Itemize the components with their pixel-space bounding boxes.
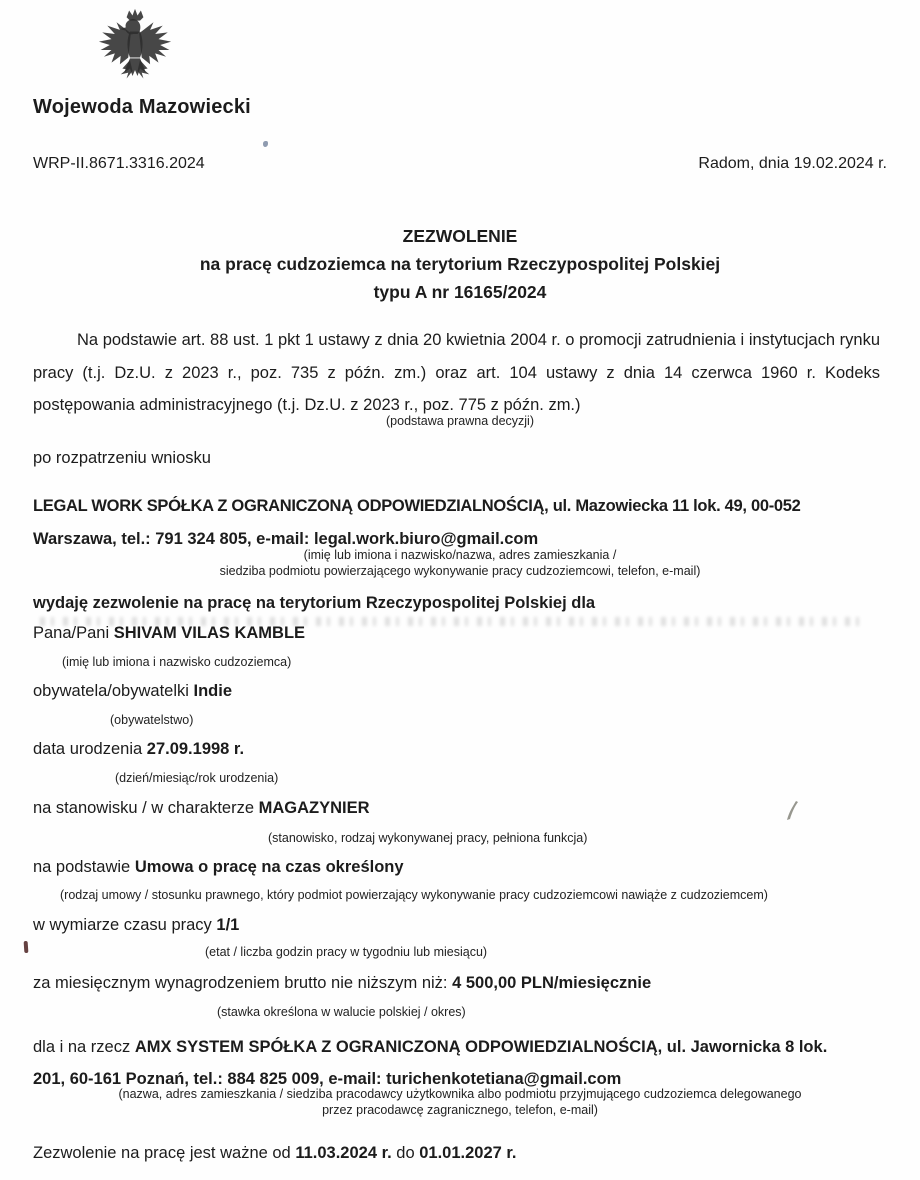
citizenship-label: obywatela/obywatelki xyxy=(33,682,189,700)
validity-prefix: Zezwolenie na pracę jest ważne od xyxy=(33,1144,291,1162)
pen-smudge-artifact xyxy=(784,800,800,822)
validity-connector: do xyxy=(396,1144,415,1162)
worker-name-caption: (imię lub imiona i nazwisko cudzoziemca) xyxy=(62,655,292,669)
working-time-line xyxy=(33,916,239,935)
legal-basis-caption: (podstawa prawna decyzji) xyxy=(386,414,534,428)
reference-row xyxy=(33,155,887,173)
legal-basis-paragraph: Na podstawie art. 88 ust. 1 pkt 1 ustawy z dnia 20 kwietnia 2004 r. o promocji zatrudnienia i instytucjach rynku pracy (t.j. Dz.U. z 2023 r., poz. 735 z późn. zm.) oraz art. 104 ustawy z dnia 14 czerwca 1960 r. Kodeks postępowania administracyjnego (t.j. Dz.U. z 2023 r., poz. 775 z późn. zm.) xyxy=(33,331,880,414)
polish-eagle-icon xyxy=(92,8,178,92)
contract-label: na podstawie xyxy=(33,858,131,876)
birth-date-caption: (dzień/miesiąc/rok urodzenia) xyxy=(115,771,279,785)
contract-caption: (rodzaj umowy / stosunku prawnego, który podmiot powierzający wykonywanie pracy cudzoziemcowi nawiąże z cudzoziemcem) xyxy=(60,888,768,902)
stray-ink-artifact xyxy=(24,941,29,953)
position-caption: (stanowisko, rodzaj wykonywanej pracy, pełniona funkcja) xyxy=(268,831,588,845)
title-line-1: ZEZWOLENIE xyxy=(402,226,518,246)
working-time-value: 1/1 xyxy=(216,916,240,934)
title-line-3: typu A nr 16165/2024 xyxy=(373,282,547,302)
validity-line xyxy=(33,1144,517,1163)
citizenship-caption: (obywatelstwo) xyxy=(110,713,194,727)
validity-to-date: 01.01.2027 r. xyxy=(419,1144,517,1162)
after-application-text: po rozpatrzeniu wniosku xyxy=(33,449,211,467)
citizenship-line xyxy=(33,682,232,701)
position-line xyxy=(33,799,370,818)
scan-speck-artifact xyxy=(263,141,268,147)
end-employer-line-2: 201, 60-161 Poznań, tel.: 884 825 009, e-mail: turichenkotetiana@gmail.com xyxy=(33,1070,622,1088)
worker-name-label: Pana/Pani xyxy=(33,624,110,642)
employer-caption-line-2: siedziba podmiotu powierzającego wykonywanie pracy cudzoziemcowi, telefon, e-mail) xyxy=(219,564,701,578)
working-time-caption: (etat / liczba godzin pracy w tygodniu lub miesiącu) xyxy=(205,945,488,959)
end-employer-name: AMX SYSTEM SPÓŁKA Z OGRANICZONĄ ODPOWIEDZIALNOŚCIĄ, ul. Jawornicka 8 lok. xyxy=(134,1038,828,1056)
worker-name-value: SHIVAM VILAS KAMBLE xyxy=(113,624,306,642)
contract-line xyxy=(33,858,404,877)
case-reference-number: WRP-II.8671.3316.2024 xyxy=(33,155,205,172)
salary-line xyxy=(33,974,651,993)
salary-label: za miesięcznym wynagrodzeniem brutto nie niższym niż: xyxy=(33,974,448,992)
end-employer-caption-line-2: przez pracodawcę zagranicznego, telefon, e-mail) xyxy=(322,1103,598,1117)
employer-caption-line-1: (imię lub imiona i nazwisko/nazwa, adres zamieszkania / xyxy=(303,548,617,562)
grant-statement: wydaję zezwolenie na pracę na terytorium Rzeczypospolitej Polskiej dla xyxy=(33,594,596,612)
salary-value: 4 500,00 PLN/miesięcznie xyxy=(452,974,652,992)
worker-name-line xyxy=(33,624,305,643)
document-title xyxy=(0,222,920,306)
end-employer-line-1 xyxy=(33,1031,890,1063)
title-line-2: na pracę cudzoziemca na terytorium Rzeczypospolitej Polskiej xyxy=(199,254,721,274)
validity-from-date: 11.03.2024 r. xyxy=(295,1144,392,1162)
position-value: MAGAZYNIER xyxy=(258,799,370,817)
end-employer-caption xyxy=(0,1086,920,1118)
employer-line-2: Warszawa, tel.: 791 324 805, e-mail: legal.work.biuro@gmail.com xyxy=(33,530,539,548)
contract-value: Umowa o pracę na czas określony xyxy=(134,858,404,876)
position-label: na stanowisku / w charakterze xyxy=(33,799,255,817)
citizenship-value: Indie xyxy=(193,682,233,700)
birth-date-line xyxy=(33,740,244,759)
working-time-label: w wymiarze czasu pracy xyxy=(33,916,212,934)
place-and-date: Radom, dnia 19.02.2024 r. xyxy=(698,155,887,172)
issuer-name: Wojewoda Mazowiecki xyxy=(33,96,251,118)
end-employer-caption-line-1: (nazwa, adres zamieszkania / siedziba pracodawcy użytkownika albo podmiotu przyjmującego cudzoziemca delegowanego xyxy=(118,1087,802,1101)
end-employer-label: dla i na rzecz xyxy=(33,1038,131,1056)
salary-caption: (stawka określona w walucie polskiej / okres) xyxy=(217,1005,466,1019)
birth-date-value: 27.09.1998 r. xyxy=(146,740,245,758)
birth-date-label: data urodzenia xyxy=(33,740,143,758)
employer-caption xyxy=(0,547,920,579)
employer-line-1: LEGAL WORK SPÓŁKA Z OGRANICZONĄ ODPOWIEDZIALNOŚCIĄ, ul. Mazowiecka 11 lok. 49, 00-052 xyxy=(33,497,801,515)
